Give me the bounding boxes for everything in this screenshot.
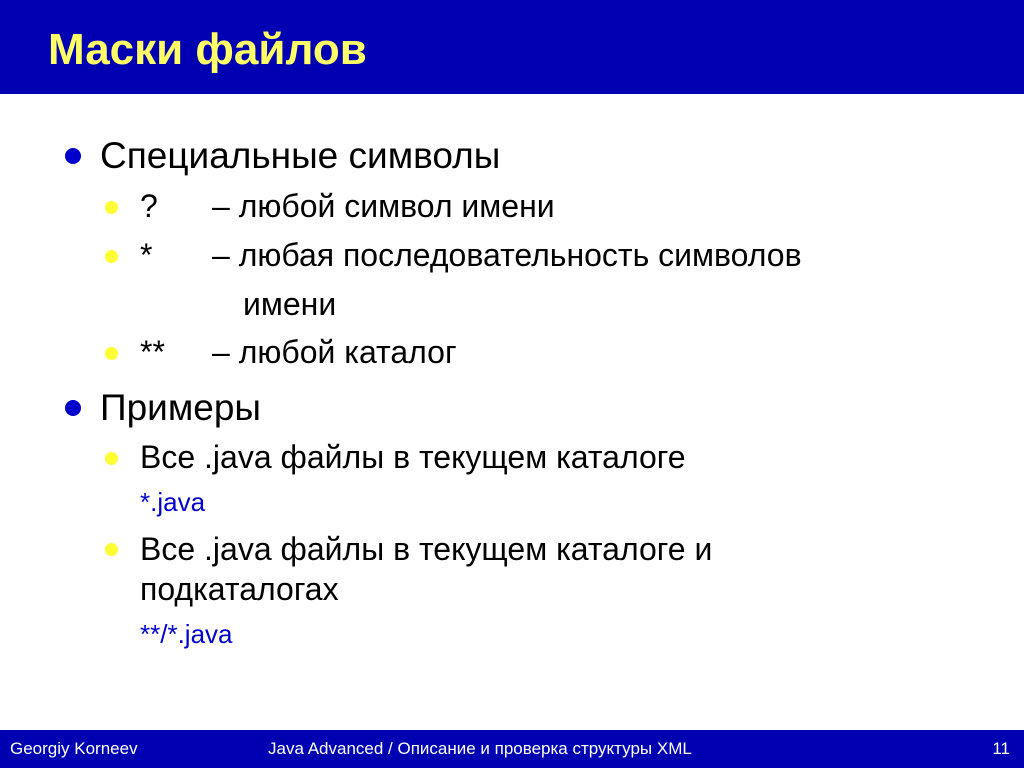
bullet-dot-icon — [65, 400, 81, 416]
example-text-continued: подкаталогах — [140, 571, 339, 607]
symbol-label: ? — [140, 188, 158, 224]
page-number: 11 — [992, 739, 1010, 758]
example-code: *.java — [140, 487, 206, 517]
symbol-label: ** — [140, 334, 165, 370]
footer-bar — [0, 730, 1024, 768]
section-heading: Примеры — [100, 387, 262, 428]
bullet-dot-icon — [105, 543, 118, 556]
slide-title: Маски файлов — [48, 25, 367, 74]
example-text: Все .java файлы в текущем каталоге и — [140, 531, 713, 567]
bullet-dot-icon — [105, 250, 118, 263]
bullet-dot-icon — [105, 452, 118, 465]
symbol-description: – любой символ имени — [212, 188, 555, 224]
section-heading: Специальные символы — [100, 135, 501, 176]
symbol-description: – любая последовательность символов — [212, 237, 802, 273]
example-text: Все .java файлы в текущем каталоге — [140, 439, 686, 475]
footer-author: Georgiy Korneev — [10, 739, 138, 758]
symbol-description-continued: имени — [243, 286, 337, 322]
bullet-dot-icon — [105, 347, 118, 360]
symbol-label: * — [140, 237, 153, 273]
bullet-dot-icon — [105, 201, 118, 214]
symbol-description: – любой каталог — [212, 334, 457, 370]
example-code: **/*.java — [140, 619, 233, 649]
footer-course: Java Advanced / Описание и проверка структуры XML — [268, 739, 692, 758]
bullet-dot-icon — [65, 148, 81, 164]
